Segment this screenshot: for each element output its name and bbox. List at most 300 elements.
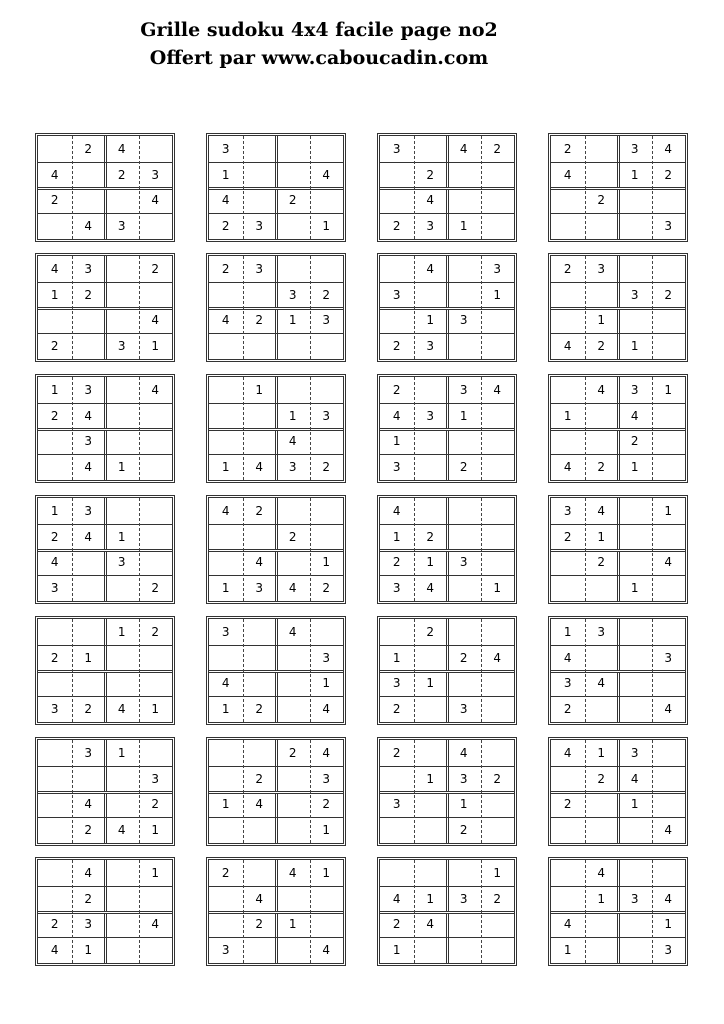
sudoku-cell: 2 — [322, 460, 331, 475]
sudoku-cell: 1 — [493, 865, 502, 880]
sudoku-cell: 1 — [322, 865, 331, 880]
sudoku-grid — [377, 737, 517, 846]
sudoku-cell — [310, 377, 344, 403]
sudoku-grid — [206, 857, 346, 966]
sudoku-cell — [652, 740, 686, 766]
sudoku-cell — [105, 429, 139, 455]
sudoku-cell: 4 — [221, 676, 230, 691]
sudoku-cell: 2 — [392, 702, 401, 717]
sudoku-cell: 1 — [117, 745, 126, 760]
sudoku-cell: 3 — [50, 581, 59, 596]
sudoku-cell: 4 — [322, 745, 331, 760]
sudoku-cell — [209, 377, 243, 403]
sudoku-cell: 1 — [288, 313, 297, 328]
sudoku-cell: 1 — [151, 339, 160, 354]
sudoku-cell — [618, 550, 652, 576]
sudoku-cell: 2 — [221, 219, 230, 234]
sudoku-cell — [652, 792, 686, 818]
sudoku-cell: 3 — [426, 408, 435, 423]
sudoku-cell: 2 — [392, 382, 401, 397]
sudoku-cell: 2 — [493, 891, 502, 906]
sudoku-cell: 4 — [597, 676, 606, 691]
sudoku-grid — [377, 253, 517, 362]
sudoku-cell: 4 — [664, 141, 673, 156]
sudoku-cell: 4 — [392, 408, 401, 423]
sudoku-cell: 2 — [84, 287, 93, 302]
sudoku-cell: 2 — [630, 434, 639, 449]
sudoku-cell: 3 — [630, 287, 639, 302]
sudoku-cell — [585, 403, 619, 429]
sudoku-cell: 1 — [459, 797, 468, 812]
sudoku-cell — [209, 550, 243, 576]
sudoku-cell: 3 — [84, 745, 93, 760]
sudoku-cell: 2 — [50, 917, 59, 932]
sudoku-cell — [243, 937, 277, 963]
sudoku-cell — [481, 619, 515, 645]
sudoku-cell: 2 — [255, 917, 264, 932]
sudoku-cell: 4 — [117, 141, 126, 156]
sudoku-cell: 4 — [322, 167, 331, 182]
sudoku-cell — [414, 377, 448, 403]
sudoku-cell: 3 — [84, 382, 93, 397]
sudoku-cell — [38, 308, 72, 334]
sudoku-cell: 3 — [426, 339, 435, 354]
sudoku-cell — [585, 696, 619, 722]
sudoku-cell: 3 — [151, 771, 160, 786]
sudoku-cell — [276, 213, 310, 239]
sudoku-cell — [105, 766, 139, 792]
sudoku-cell: 2 — [151, 797, 160, 812]
sudoku-cell — [481, 403, 515, 429]
sudoku-cell — [447, 498, 481, 524]
sudoku-cell: 3 — [563, 676, 572, 691]
sudoku-cell — [652, 454, 686, 480]
sudoku-cell — [481, 696, 515, 722]
sudoku-cell: 4 — [255, 797, 264, 812]
sudoku-cell — [585, 575, 619, 601]
sudoku-grid — [206, 737, 346, 846]
sudoku-cell: 2 — [151, 581, 160, 596]
sudoku-cell — [243, 860, 277, 886]
sudoku-cell — [652, 429, 686, 455]
sudoku-grid — [548, 495, 688, 604]
sudoku-grid — [206, 253, 346, 362]
sudoku-cell: 3 — [459, 702, 468, 717]
sudoku-cell — [38, 454, 72, 480]
sudoku-cell — [72, 333, 106, 359]
sudoku-cell: 2 — [459, 650, 468, 665]
sudoku-cell — [481, 671, 515, 697]
sudoku-cell: 2 — [288, 529, 297, 544]
sudoku-cell — [652, 860, 686, 886]
sudoku-cell: 4 — [84, 219, 93, 234]
sudoku-cell — [243, 645, 277, 671]
sudoku-cell — [105, 860, 139, 886]
sudoku-cell: 4 — [563, 650, 572, 665]
sudoku-cell — [38, 429, 72, 455]
sudoku-cell — [105, 575, 139, 601]
sudoku-cell — [139, 136, 173, 162]
sudoku-cell — [72, 550, 106, 576]
sudoku-cell — [276, 498, 310, 524]
sudoku-cell — [652, 619, 686, 645]
sudoku-cell: 3 — [255, 219, 264, 234]
sudoku-grid — [206, 133, 346, 242]
sudoku-cell: 2 — [563, 529, 572, 544]
sudoku-cell — [139, 213, 173, 239]
sudoku-cell: 1 — [630, 460, 639, 475]
sudoku-cell — [380, 860, 414, 886]
sudoku-cell — [310, 498, 344, 524]
sudoku-cell: 2 — [459, 823, 468, 838]
sudoku-cell: 4 — [255, 555, 264, 570]
sudoku-cell — [447, 256, 481, 282]
sudoku-cell — [481, 937, 515, 963]
sudoku-cell: 3 — [322, 408, 331, 423]
sudoku-cell — [139, 671, 173, 697]
sudoku-cell — [209, 645, 243, 671]
sudoku-cell: 1 — [117, 624, 126, 639]
sudoku-cell — [447, 188, 481, 214]
sudoku-cell — [618, 671, 652, 697]
sudoku-cell: 2 — [151, 261, 160, 276]
sudoku-cell — [276, 817, 310, 843]
sudoku-cell — [310, 912, 344, 938]
sudoku-cell — [481, 498, 515, 524]
sudoku-cell: 3 — [563, 503, 572, 518]
sudoku-cell — [276, 671, 310, 697]
sudoku-cell: 1 — [50, 503, 59, 518]
sudoku-cell — [139, 886, 173, 912]
sudoku-cell — [618, 256, 652, 282]
sudoku-cell — [139, 937, 173, 963]
sudoku-cell — [209, 403, 243, 429]
sudoku-cell: 3 — [392, 141, 401, 156]
sudoku-cell — [38, 766, 72, 792]
sudoku-cell — [551, 188, 585, 214]
sudoku-cell — [276, 550, 310, 576]
sudoku-cell: 3 — [630, 891, 639, 906]
sudoku-cell — [276, 886, 310, 912]
sudoku-cell — [139, 282, 173, 308]
sudoku-cell: 3 — [221, 624, 230, 639]
sudoku-cell: 1 — [392, 434, 401, 449]
sudoku-cell: 3 — [322, 313, 331, 328]
sudoku-cell — [310, 524, 344, 550]
sudoku-cell — [243, 817, 277, 843]
sudoku-cell: 1 — [151, 865, 160, 880]
sudoku-cell: 1 — [459, 408, 468, 423]
sudoku-cell: 3 — [84, 434, 93, 449]
sudoku-cell — [481, 524, 515, 550]
sudoku-cell — [72, 619, 106, 645]
sudoku-grid — [35, 857, 175, 966]
sudoku-cell — [72, 188, 106, 214]
sudoku-cell — [380, 766, 414, 792]
sudoku-cell: 2 — [664, 287, 673, 302]
sudoku-cell — [276, 333, 310, 359]
sudoku-cell — [38, 740, 72, 766]
sudoku-cell — [551, 213, 585, 239]
sudoku-cell — [139, 524, 173, 550]
sudoku-cell — [38, 213, 72, 239]
sudoku-cell — [652, 766, 686, 792]
sudoku-cell — [551, 575, 585, 601]
sudoku-cell: 4 — [392, 891, 401, 906]
sudoku-cell — [105, 377, 139, 403]
sudoku-cell: 4 — [392, 503, 401, 518]
sudoku-cell: 4 — [664, 702, 673, 717]
sudoku-cell: 4 — [664, 555, 673, 570]
sudoku-cell — [618, 817, 652, 843]
sudoku-cell: 2 — [392, 339, 401, 354]
sudoku-cell — [139, 429, 173, 455]
sudoku-cell: 2 — [84, 823, 93, 838]
sudoku-cell: 1 — [563, 408, 572, 423]
sudoku-cell — [38, 817, 72, 843]
sudoku-cell — [209, 766, 243, 792]
sudoku-cell: 2 — [50, 650, 59, 665]
sudoku-cell — [105, 256, 139, 282]
sudoku-cell: 3 — [117, 555, 126, 570]
sudoku-cell: 1 — [221, 167, 230, 182]
sudoku-cell: 4 — [84, 529, 93, 544]
sudoku-cell: 4 — [664, 823, 673, 838]
sudoku-cell: 1 — [664, 917, 673, 932]
sudoku-cell: 4 — [255, 891, 264, 906]
sudoku-cell: 2 — [493, 771, 502, 786]
sudoku-grid — [35, 616, 175, 725]
sudoku-grid — [206, 495, 346, 604]
sudoku-cell: 2 — [392, 555, 401, 570]
sudoku-cell: 2 — [255, 702, 264, 717]
sudoku-cell — [618, 213, 652, 239]
sudoku-cell: 4 — [426, 193, 435, 208]
sudoku-cell: 2 — [84, 702, 93, 717]
sudoku-cell — [105, 498, 139, 524]
sudoku-cell: 3 — [84, 503, 93, 518]
sudoku-cell — [447, 860, 481, 886]
sudoku-cell — [276, 696, 310, 722]
sudoku-cell: 2 — [563, 141, 572, 156]
sudoku-cell — [72, 766, 106, 792]
sudoku-cell — [481, 792, 515, 818]
sudoku-cell — [414, 429, 448, 455]
sudoku-cell: 2 — [84, 141, 93, 156]
sudoku-cell: 2 — [563, 702, 572, 717]
sudoku-cell: 1 — [50, 382, 59, 397]
sudoku-cell — [585, 912, 619, 938]
sudoku-cell: 3 — [255, 581, 264, 596]
sudoku-cell — [72, 575, 106, 601]
sudoku-cell: 2 — [255, 771, 264, 786]
sudoku-cell — [276, 792, 310, 818]
sudoku-cell: 3 — [664, 219, 673, 234]
sudoku-cell — [209, 912, 243, 938]
sudoku-cell — [652, 308, 686, 334]
sudoku-cell — [447, 524, 481, 550]
sudoku-cell: 2 — [221, 261, 230, 276]
sudoku-grid — [377, 616, 517, 725]
sudoku-cell: 2 — [288, 193, 297, 208]
sudoku-cell: 2 — [426, 167, 435, 182]
sudoku-cell — [72, 162, 106, 188]
sudoku-cell: 4 — [597, 503, 606, 518]
sudoku-cell — [481, 429, 515, 455]
sudoku-cell: 4 — [151, 313, 160, 328]
sudoku-cell: 4 — [630, 771, 639, 786]
sudoku-cell — [447, 575, 481, 601]
sudoku-cell — [380, 256, 414, 282]
sudoku-cell: 3 — [392, 581, 401, 596]
sudoku-grid — [377, 857, 517, 966]
sudoku-cell — [618, 860, 652, 886]
sudoku-cell — [139, 403, 173, 429]
sudoku-cell: 4 — [459, 745, 468, 760]
sudoku-cell — [618, 912, 652, 938]
sudoku-cell: 3 — [597, 624, 606, 639]
sudoku-cell: 4 — [50, 261, 59, 276]
sudoku-cell: 4 — [459, 141, 468, 156]
sudoku-cell: 4 — [597, 865, 606, 880]
sudoku-cell — [414, 792, 448, 818]
sudoku-cell — [105, 188, 139, 214]
sudoku-cell — [105, 886, 139, 912]
sudoku-cell — [652, 524, 686, 550]
sudoku-cell: 3 — [664, 650, 673, 665]
sudoku-cell — [139, 740, 173, 766]
sudoku-cell — [414, 937, 448, 963]
sudoku-cell: 4 — [84, 797, 93, 812]
sudoku-cell — [38, 886, 72, 912]
sudoku-grid — [548, 133, 688, 242]
sudoku-cell — [551, 817, 585, 843]
sudoku-cell — [243, 524, 277, 550]
sudoku-cell — [310, 886, 344, 912]
sudoku-cell: 1 — [288, 408, 297, 423]
sudoku-cell: 4 — [563, 167, 572, 182]
sudoku-cell: 1 — [630, 581, 639, 596]
sudoku-cell: 1 — [392, 529, 401, 544]
sudoku-cell — [380, 162, 414, 188]
sudoku-cell: 1 — [84, 650, 93, 665]
sudoku-cell — [551, 308, 585, 334]
sudoku-cell — [105, 937, 139, 963]
sudoku-cell — [652, 403, 686, 429]
sudoku-cell — [105, 671, 139, 697]
sudoku-cell: 1 — [322, 676, 331, 691]
sudoku-cell: 2 — [288, 745, 297, 760]
sudoku-cell — [414, 136, 448, 162]
sudoku-cell — [585, 429, 619, 455]
sudoku-grid — [548, 616, 688, 725]
sudoku-cell: 3 — [630, 382, 639, 397]
sudoku-cell: 2 — [459, 460, 468, 475]
sudoku-cell — [380, 817, 414, 843]
sudoku-cell — [276, 645, 310, 671]
sudoku-cell — [585, 792, 619, 818]
sudoku-cell — [447, 162, 481, 188]
sudoku-cell — [414, 740, 448, 766]
sudoku-cell: 4 — [84, 408, 93, 423]
sudoku-cell: 3 — [459, 555, 468, 570]
sudoku-cell — [38, 671, 72, 697]
sudoku-cell: 3 — [392, 460, 401, 475]
sudoku-cell — [481, 308, 515, 334]
sudoku-cell: 1 — [630, 167, 639, 182]
sudoku-cell: 3 — [84, 261, 93, 276]
sudoku-cell — [310, 256, 344, 282]
sudoku-cell — [585, 937, 619, 963]
sudoku-cell — [551, 429, 585, 455]
sudoku-cell: 1 — [563, 624, 572, 639]
sudoku-cell: 4 — [50, 555, 59, 570]
sudoku-cell — [414, 696, 448, 722]
sudoku-cell — [276, 256, 310, 282]
sudoku-cell — [209, 740, 243, 766]
sudoku-cell — [276, 162, 310, 188]
sudoku-cell: 3 — [117, 219, 126, 234]
sudoku-cell: 2 — [84, 891, 93, 906]
sudoku-cell: 3 — [322, 650, 331, 665]
sudoku-cell — [209, 886, 243, 912]
sudoku-cell — [551, 886, 585, 912]
sudoku-cell: 2 — [563, 797, 572, 812]
sudoku-cell: 2 — [50, 529, 59, 544]
sudoku-cell: 2 — [392, 219, 401, 234]
sudoku-cell: 4 — [426, 581, 435, 596]
sudoku-cell: 4 — [288, 581, 297, 596]
sudoku-cell — [414, 454, 448, 480]
sudoku-cell: 1 — [151, 702, 160, 717]
sudoku-cell — [618, 308, 652, 334]
sudoku-cell — [209, 333, 243, 359]
sudoku-cell: 4 — [151, 193, 160, 208]
sudoku-cell: 3 — [221, 141, 230, 156]
sudoku-cell — [551, 860, 585, 886]
sudoku-cell — [209, 282, 243, 308]
page-subtitle: Offert par www.caboucadin.com — [149, 47, 489, 69]
sudoku-cell: 1 — [288, 917, 297, 932]
sudoku-cell — [243, 162, 277, 188]
sudoku-grid — [35, 253, 175, 362]
sudoku-cell — [585, 136, 619, 162]
sudoku-cell — [585, 282, 619, 308]
sudoku-cell — [243, 429, 277, 455]
sudoku-cell — [551, 550, 585, 576]
sudoku-cell — [414, 817, 448, 843]
sudoku-cell — [243, 619, 277, 645]
sudoku-cell — [72, 308, 106, 334]
sudoku-cell: 1 — [630, 339, 639, 354]
sudoku-cell — [310, 188, 344, 214]
sudoku-cell — [618, 645, 652, 671]
sudoku-cell: 1 — [117, 529, 126, 544]
sudoku-cell — [618, 937, 652, 963]
sudoku-cell — [414, 645, 448, 671]
sudoku-cell: 2 — [597, 771, 606, 786]
sudoku-cell — [209, 817, 243, 843]
sudoku-cell: 4 — [288, 865, 297, 880]
sudoku-cell: 2 — [221, 865, 230, 880]
sudoku-cell: 2 — [322, 287, 331, 302]
sudoku-cell — [481, 912, 515, 938]
sudoku-cell: 2 — [322, 581, 331, 596]
sudoku-cell: 3 — [664, 943, 673, 958]
sudoku-cell: 1 — [597, 891, 606, 906]
sudoku-cell: 2 — [117, 167, 126, 182]
sudoku-cell: 3 — [630, 141, 639, 156]
